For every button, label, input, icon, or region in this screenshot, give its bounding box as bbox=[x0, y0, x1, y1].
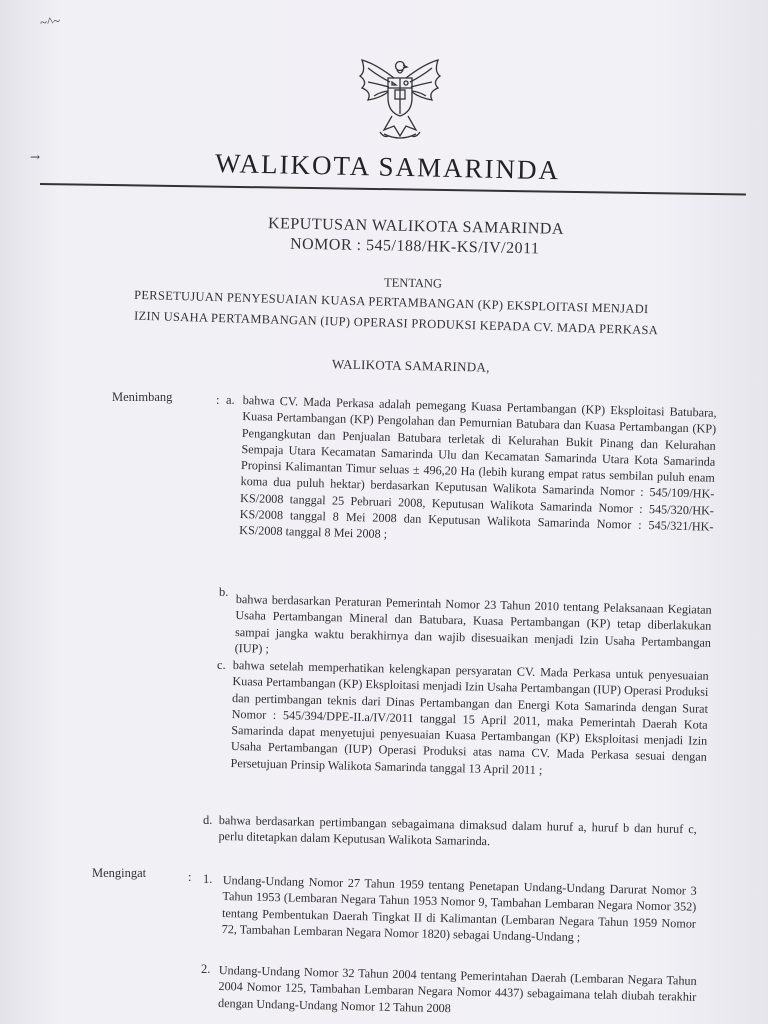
mengingat-colon: : bbox=[188, 870, 192, 884]
item-marker: b. bbox=[219, 585, 229, 599]
decree-about: TENTANG bbox=[383, 275, 443, 291]
decree-title: KEPUTUSAN WALIKOTA SAMARINDA bbox=[267, 215, 565, 238]
handwritten-mark: ~^~ bbox=[39, 12, 61, 31]
menimbang-item-b: bahwa berdasarkan Peraturan Pemerintah Nomor 23 Tahun 2010 tentang Pelaksanaan Kegiatan Usaha Pertambangan Mineral dan Batubara, Kuasa Pertambangan (KP) tetap diberlakukan sampai jangka waktu berakhirnya dan wajib disesuaikan menjadi Izin Usaha Pertambangan (IUP) ; bbox=[234, 591, 712, 656]
item-marker: a. bbox=[226, 393, 235, 407]
item-marker: c. bbox=[217, 658, 226, 672]
menimbang-item-a: bahwa CV. Mada Perkasa adalah pemegang Kuasa Pertambangan (KP) Eksploitasi Batubara, Kuasa Pertambangan (KP) Pengolahan dan Pemurnian Batubara dan Kuasa Pertambangan (KP) Pengangkutan dan Penjualan Batubara terletak di Kelurahan Bukit Pinang dan Kelurahan Sempaja Utara Kecamatan Samarinda Ulu dan Kecamatan Samarinda Utara Kota Samarinda Propinsi Kalimantan Timur seluas ± 496,20 Ha (lebih kurang empat ratus sembilan puluh enam koma dua puluh hektar) berdasarkan Keputusan Walikota Samarinda Nomor : 545/109/HK-KS/2008 tanggal 25 Pebruari 2008, Keputusan Walikota Samarinda Nomor : 545/320/HK-KS/2008 tanggal 8 Mei 2008 dan Keputusan Walikota Samarinda Nomor : 545/321/HK-KS/2008 tanggal 8 Mei 2008 ; bbox=[239, 392, 717, 542]
menimbang-colon: : bbox=[216, 393, 220, 407]
decree-subject-line1: PERSETUJUAN PENYESUAIAN KUASA PERTAMBANGAN (KP) EKSPLOITASI MENJADI bbox=[133, 287, 649, 317]
item-marker: 1. bbox=[203, 872, 213, 886]
decree-subject-line2: IZIN USAHA PERTAMBANGAN (IUP) OPERASI PRODUKSI KEPADA CV. MADA PERKASA bbox=[133, 308, 659, 338]
menimbang-item-c: bahwa setelah memperhatikan kelengkapan persyaratan CV. Mada Perkasa untuk penyesuaian Kuasa Pertambangan (KP) Eksploitasi menjadi Izin Usaha Pertambangan (IUP) Operasi Produksi dan pertimbangan teknis dari Dinas Pertambangan dan Energi Kota Samarinda dengan Surat Nomor : 545/394/DPE-II.a/IV/2011 tanggal 15 April 2011, maka Pemerintah Daerah Kota Samarinda dapat menyetujui penyesuaian Kuasa Pertambangan (KP) Eksploitasi menjadi Izin Usaha Pertambangan (IUP) Operasi Produksi atas nama CV. Mada Perkasa sesuai dengan Persetujuan Prinsip Walikota Samarinda tanggal 13 April 2011 ; bbox=[230, 657, 709, 777]
mengingat-item-2: Undang-Undang Nomor 32 Tahun 2004 tentang Pemerintahan Daerah (Lembaran Negara Tahun 2004 Nomor 125, Tambahan Lembaran Negara Nomor 4437) sebagaimana telah diubah terakhir dengan Undang-Undang Nomor 12 Tahun 2008 bbox=[217, 962, 697, 1015]
item-marker: 2. bbox=[201, 962, 211, 976]
header-divider bbox=[40, 183, 746, 195]
menimbang-label: Menimbang bbox=[112, 390, 173, 404]
header-title: WALIKOTA SAMARINDA bbox=[214, 148, 561, 186]
item-marker: d. bbox=[203, 813, 213, 827]
margin-mark: → bbox=[30, 150, 41, 164]
decree-authority: WALIKOTA SAMARINDA, bbox=[331, 356, 490, 375]
menimbang-item-d: bahwa berdasarkan pertimbangan sebagaimana dimaksud dalam huruf a, huruf b dan huruf c, perlu ditetapkan dalam Keputusan Walikota Samarinda. bbox=[218, 812, 697, 849]
decree-number: NOMOR : 545/188/HK-KS/IV/2011 bbox=[289, 235, 540, 258]
garuda-emblem-icon bbox=[354, 54, 446, 146]
mengingat-item-1: Undang-Undang Nomor 27 Tahun 1959 tentang Penetapan Undang-Undang Darurat Nomor 3 Tahun 1953 (Lembaran Negara Tahun 1953 Nomor 9, Tambahan Lembaran Negara Nomor 352) tentang Pembentukan Daerah Tingkat II di Kalimantan (Lembaran Negara Tahun 1959 Nomor 72, Tambahan Lembaran Negara Nomor 1820) sebagai Undang-Undang ; bbox=[221, 872, 697, 945]
mengingat-label: Mengingat bbox=[92, 866, 147, 880]
